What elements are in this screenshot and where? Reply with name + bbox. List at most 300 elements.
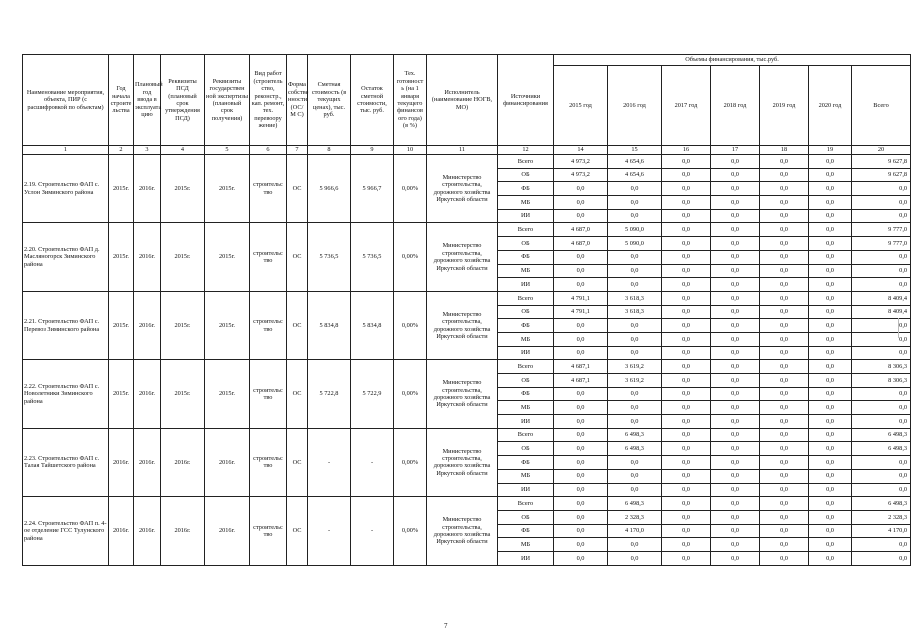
value-year: 0,0 — [711, 442, 760, 456]
psd-date: 2016г. — [161, 428, 205, 496]
funding-source: ОБ — [498, 510, 554, 524]
value-year: 0,0 — [711, 401, 760, 415]
value-year: 0,0 — [554, 387, 608, 401]
value-year: 0,0 — [760, 497, 809, 511]
commission-year: 2016г. — [134, 223, 161, 291]
value-year: 4 973,2 — [554, 168, 608, 182]
value-year: 0,0 — [809, 510, 852, 524]
value-year: 0,0 — [662, 483, 711, 497]
header-ownership: Форма собстве нности (ОС/М С) — [287, 55, 308, 146]
header-year-2018: 2018 год — [711, 66, 760, 146]
value-year: 0,0 — [608, 278, 662, 292]
column-number: 1 — [23, 146, 109, 155]
value-year: 0,0 — [760, 291, 809, 305]
value-year: 0,0 — [809, 237, 852, 251]
value-total: 8 306,3 — [852, 360, 911, 374]
work-type: строительс тво — [250, 291, 287, 359]
value-year: 0,0 — [760, 510, 809, 524]
value-year: 0,0 — [662, 168, 711, 182]
value-year: 0,0 — [662, 469, 711, 483]
funding-source: ФБ — [498, 319, 554, 333]
funding-source: Всего — [498, 360, 554, 374]
value-year: 0,0 — [711, 223, 760, 237]
value-year: 0,0 — [554, 497, 608, 511]
value-year: 0,0 — [662, 264, 711, 278]
value-year: 4 791,1 — [554, 291, 608, 305]
value-year: 0,0 — [711, 524, 760, 538]
value-year: 0,0 — [608, 551, 662, 565]
value-year: 0,0 — [760, 524, 809, 538]
value-year: 0,0 — [760, 319, 809, 333]
value-year: 0,0 — [662, 346, 711, 360]
commission-year: 2016г. — [134, 428, 161, 496]
value-year: 0,0 — [809, 305, 852, 319]
funding-source: ОБ — [498, 168, 554, 182]
column-number: 3 — [134, 146, 161, 155]
ownership: ОС — [287, 223, 308, 291]
column-number: 16 — [662, 146, 711, 155]
value-total: 9 627,8 — [852, 155, 911, 169]
value-year: 0,0 — [662, 387, 711, 401]
table-row — [23, 497, 911, 511]
value-year: 0,0 — [662, 155, 711, 169]
value-year: 0,0 — [809, 415, 852, 429]
value-year: 0,0 — [554, 401, 608, 415]
estimated-cost: 5 966,6 — [308, 155, 351, 223]
value-year: 0,0 — [608, 456, 662, 470]
value-year: 0,0 — [809, 291, 852, 305]
value-year: 4 654,6 — [608, 155, 662, 169]
value-year: 2 328,3 — [608, 510, 662, 524]
value-year: 0,0 — [760, 332, 809, 346]
expertise-date: 2015г. — [205, 360, 250, 428]
value-year: 0,0 — [662, 223, 711, 237]
executor: Министерство строительства, дорожного хозяйства Иркутской области — [427, 155, 498, 223]
table-header — [23, 55, 911, 155]
funding-source: ФБ — [498, 250, 554, 264]
value-year: 0,0 — [809, 360, 852, 374]
value-year: 0,0 — [711, 346, 760, 360]
value-total: 9 627,8 — [852, 168, 911, 182]
value-year: 0,0 — [711, 278, 760, 292]
value-year: 0,0 — [760, 278, 809, 292]
value-year: 0,0 — [809, 374, 852, 388]
value-year: 0,0 — [554, 483, 608, 497]
object-name: 2.24. Строительство ФАП п. 4-ое отделение ГСС Тулунского района — [23, 497, 109, 565]
remaining-cost: 5 834,8 — [351, 291, 394, 359]
expertise-date: 2016г. — [205, 497, 250, 565]
work-type: строительс тво — [250, 155, 287, 223]
value-year: 0,0 — [760, 155, 809, 169]
value-year: 6 498,3 — [608, 497, 662, 511]
table-row — [23, 291, 911, 305]
start-year: 2015г. — [109, 360, 134, 428]
value-year: 0,0 — [809, 196, 852, 210]
value-year: 0,0 — [554, 524, 608, 538]
header-year-2017: 2017 год — [662, 66, 711, 146]
value-year: 0,0 — [809, 401, 852, 415]
expertise-date: 2015г. — [205, 291, 250, 359]
value-year: 0,0 — [760, 237, 809, 251]
value-year: 0,0 — [711, 291, 760, 305]
value-year: 0,0 — [760, 250, 809, 264]
value-total: 0,0 — [852, 415, 911, 429]
value-year: 0,0 — [711, 456, 760, 470]
value-year: 0,0 — [554, 538, 608, 552]
column-number: 9 — [351, 146, 394, 155]
value-total: 0,0 — [852, 182, 911, 196]
column-number: 8 — [308, 146, 351, 155]
value-year: 0,0 — [711, 387, 760, 401]
column-number: 11 — [427, 146, 498, 155]
value-total: 0,0 — [852, 387, 911, 401]
value-year: 0,0 — [711, 237, 760, 251]
readiness: 0,00% — [394, 223, 427, 291]
value-year: 0,0 — [554, 551, 608, 565]
value-year: 0,0 — [608, 209, 662, 223]
value-year: 0,0 — [608, 401, 662, 415]
value-year: 0,0 — [809, 223, 852, 237]
value-year: 0,0 — [760, 469, 809, 483]
value-year: 0,0 — [809, 264, 852, 278]
value-year: 0,0 — [608, 387, 662, 401]
value-year: 0,0 — [760, 360, 809, 374]
value-total: 8 409,4 — [852, 291, 911, 305]
value-year: 0,0 — [760, 415, 809, 429]
start-year: 2015г. — [109, 291, 134, 359]
value-year: 4 687,0 — [554, 223, 608, 237]
psd-date: 2015г. — [161, 155, 205, 223]
remaining-cost: 5 966,7 — [351, 155, 394, 223]
value-year: 4 687,1 — [554, 374, 608, 388]
header-readiness: Тех. готовност ь (на 1 января текущего финансов ого года) (в %) — [394, 55, 427, 146]
value-year: 0,0 — [711, 538, 760, 552]
work-type: строительс тво — [250, 497, 287, 565]
value-year: 0,0 — [662, 237, 711, 251]
funding-source: ИИ — [498, 278, 554, 292]
start-year: 2015г. — [109, 155, 134, 223]
value-year: 0,0 — [554, 415, 608, 429]
remaining-cost: - — [351, 428, 394, 496]
value-year: 0,0 — [662, 196, 711, 210]
header-name: Наименование мероприятия, объекта, ПИР (с расшифровкой по объектам) — [23, 55, 109, 146]
value-total: 0,0 — [852, 250, 911, 264]
value-year: 0,0 — [760, 456, 809, 470]
value-year: 6 498,3 — [608, 442, 662, 456]
value-total: 0,0 — [852, 196, 911, 210]
psd-date: 2015г. — [161, 223, 205, 291]
value-total: 8 306,3 — [852, 374, 911, 388]
table-row — [23, 155, 911, 169]
value-total: 0,0 — [852, 483, 911, 497]
value-year: 0,0 — [760, 428, 809, 442]
value-year: 0,0 — [554, 319, 608, 333]
funding-source: МБ — [498, 264, 554, 278]
value-year: 0,0 — [554, 182, 608, 196]
object-name: 2.19. Строительство ФАП с. Услон Зиминского района — [23, 155, 109, 223]
value-year: 0,0 — [760, 209, 809, 223]
value-year: 0,0 — [554, 456, 608, 470]
object-name: 2.20. Строительство ФАП д. Масляногорск Зиминского района — [23, 223, 109, 291]
value-total: 0,0 — [852, 332, 911, 346]
value-year: 0,0 — [809, 538, 852, 552]
value-total: 8 409,4 — [852, 305, 911, 319]
header-year-2016: 2016 год — [608, 66, 662, 146]
value-year: 0,0 — [662, 524, 711, 538]
value-year: 0,0 — [608, 332, 662, 346]
value-year: 0,0 — [554, 510, 608, 524]
executor: Министерство строительства, дорожного хозяйства Иркутской области — [427, 497, 498, 565]
column-number: 12 — [498, 146, 554, 155]
value-year: 0,0 — [608, 196, 662, 210]
column-number: 10 — [394, 146, 427, 155]
value-total: 6 498,3 — [852, 428, 911, 442]
value-year: 0,0 — [760, 182, 809, 196]
column-number: 5 — [205, 146, 250, 155]
funding-source: МБ — [498, 332, 554, 346]
value-year: 0,0 — [711, 209, 760, 223]
funding-source: ИИ — [498, 551, 554, 565]
value-year: 0,0 — [554, 428, 608, 442]
value-year: 0,0 — [662, 209, 711, 223]
value-total: 0,0 — [852, 456, 911, 470]
expertise-date: 2015г. — [205, 155, 250, 223]
value-year: 0,0 — [608, 483, 662, 497]
value-year: 0,0 — [711, 483, 760, 497]
value-year: 0,0 — [662, 415, 711, 429]
financing-table — [22, 54, 911, 566]
funding-source: Всего — [498, 497, 554, 511]
value-year: 0,0 — [662, 401, 711, 415]
ownership: ОС — [287, 155, 308, 223]
header-expertise: Реквизиты государствен ной экспертизы (плановый срок получения) — [205, 55, 250, 146]
value-year: 0,0 — [662, 538, 711, 552]
value-year: 0,0 — [809, 209, 852, 223]
value-year: 0,0 — [554, 346, 608, 360]
funding-source: ИИ — [498, 415, 554, 429]
ownership: ОС — [287, 360, 308, 428]
value-year: 0,0 — [711, 360, 760, 374]
value-year: 0,0 — [760, 196, 809, 210]
value-total: 0,0 — [852, 469, 911, 483]
value-year: 0,0 — [554, 196, 608, 210]
funding-source: ФБ — [498, 456, 554, 470]
value-year: 0,0 — [554, 264, 608, 278]
value-year: 4 791,1 — [554, 305, 608, 319]
column-number: 14 — [554, 146, 608, 155]
value-year: 0,0 — [809, 483, 852, 497]
value-year: 0,0 — [608, 346, 662, 360]
psd-date: 2016г. — [161, 497, 205, 565]
value-year: 4 654,6 — [608, 168, 662, 182]
value-year: 0,0 — [809, 551, 852, 565]
value-year: 0,0 — [760, 305, 809, 319]
readiness: 0,00% — [394, 360, 427, 428]
value-year: 0,0 — [760, 551, 809, 565]
column-number: 18 — [760, 146, 809, 155]
value-year: 0,0 — [662, 360, 711, 374]
expertise-date: 2016г. — [205, 428, 250, 496]
funding-source: ИИ — [498, 483, 554, 497]
value-year: 0,0 — [608, 250, 662, 264]
funding-source: ИИ — [498, 209, 554, 223]
value-year: 0,0 — [554, 442, 608, 456]
psd-date: 2015г. — [161, 360, 205, 428]
value-year: 0,0 — [711, 469, 760, 483]
start-year: 2016г. — [109, 497, 134, 565]
header-year-2019: 2019 год — [760, 66, 809, 146]
value-year: 5 090,0 — [608, 237, 662, 251]
value-year: 0,0 — [760, 442, 809, 456]
executor: Министерство строительства, дорожного хозяйства Иркутской области — [427, 223, 498, 291]
funding-source: МБ — [498, 401, 554, 415]
value-total: 0,0 — [852, 209, 911, 223]
ownership: ОС — [287, 497, 308, 565]
start-year: 2016г. — [109, 428, 134, 496]
value-year: 0,0 — [662, 319, 711, 333]
funding-source: ФБ — [498, 387, 554, 401]
value-year: 0,0 — [809, 497, 852, 511]
column-number: 19 — [809, 146, 852, 155]
remaining-cost: - — [351, 497, 394, 565]
value-year: 0,0 — [608, 319, 662, 333]
header-work-type: Вид работ (строитель ство, реконстр., кап. ремонт, тех. перевоору жение) — [250, 55, 287, 146]
header-start-year: Год начала строите льства — [109, 55, 134, 146]
commission-year: 2016г. — [134, 155, 161, 223]
value-year: 0,0 — [760, 538, 809, 552]
value-year: 0,0 — [662, 332, 711, 346]
value-year: 0,0 — [662, 456, 711, 470]
expertise-date: 2015г. — [205, 223, 250, 291]
value-year: 0,0 — [662, 442, 711, 456]
column-number: 6 — [250, 146, 287, 155]
margin-mark — [898, 318, 899, 338]
header-commission-year: Плановый год ввода в эксплуата цию — [134, 55, 161, 146]
value-year: 4 687,1 — [554, 360, 608, 374]
object-name: 2.21. Строительство ФАП с. Перевоз Зиминского района — [23, 291, 109, 359]
value-year: 0,0 — [760, 387, 809, 401]
value-year: 0,0 — [554, 250, 608, 264]
value-year: 0,0 — [711, 182, 760, 196]
estimated-cost: - — [308, 428, 351, 496]
value-year: 0,0 — [711, 319, 760, 333]
value-year: 0,0 — [608, 182, 662, 196]
start-year: 2015г. — [109, 223, 134, 291]
value-year: 0,0 — [760, 346, 809, 360]
column-number: 20 — [852, 146, 911, 155]
value-year: 5 090,0 — [608, 223, 662, 237]
value-total: 0,0 — [852, 346, 911, 360]
value-year: 0,0 — [760, 223, 809, 237]
table-row — [23, 428, 911, 442]
funding-source: Всего — [498, 291, 554, 305]
funding-source: ОБ — [498, 305, 554, 319]
header-year-2015: 2015 год — [554, 66, 608, 146]
value-year: 0,0 — [809, 346, 852, 360]
funding-source: ОБ — [498, 237, 554, 251]
value-total: 0,0 — [852, 278, 911, 292]
remaining-cost: 5 736,5 — [351, 223, 394, 291]
value-year: 0,0 — [662, 428, 711, 442]
funding-source: Всего — [498, 428, 554, 442]
value-total: 4 170,0 — [852, 524, 911, 538]
value-year: 0,0 — [809, 319, 852, 333]
value-year: 0,0 — [711, 497, 760, 511]
funding-source: МБ — [498, 469, 554, 483]
value-year: 0,0 — [809, 387, 852, 401]
readiness: 0,00% — [394, 291, 427, 359]
column-number: 2 — [109, 146, 134, 155]
value-year: 0,0 — [711, 264, 760, 278]
value-year: 0,0 — [760, 483, 809, 497]
value-total: 0,0 — [852, 264, 911, 278]
value-year: 0,0 — [711, 428, 760, 442]
value-total: 0,0 — [852, 319, 911, 333]
value-year: 0,0 — [711, 332, 760, 346]
value-year: 0,0 — [554, 332, 608, 346]
value-year: 0,0 — [608, 538, 662, 552]
value-year: 0,0 — [711, 196, 760, 210]
value-total: 6 498,3 — [852, 497, 911, 511]
value-total: 9 777,0 — [852, 223, 911, 237]
value-total: 0,0 — [852, 538, 911, 552]
header-volumes: Объемы финансирования, тыс.руб. — [554, 55, 911, 66]
commission-year: 2016г. — [134, 497, 161, 565]
value-year: 0,0 — [662, 182, 711, 196]
value-year: 0,0 — [662, 250, 711, 264]
ownership: ОС — [287, 428, 308, 496]
estimated-cost: 5 722,8 — [308, 360, 351, 428]
funding-source: ФБ — [498, 182, 554, 196]
document-sheet — [22, 54, 911, 566]
estimated-cost: - — [308, 497, 351, 565]
page-number: 7 — [444, 622, 448, 630]
value-year: 0,0 — [809, 428, 852, 442]
executor: Министерство строительства, дорожного хозяйства Иркутской области — [427, 360, 498, 428]
value-total: 2 328,3 — [852, 510, 911, 524]
value-year: 0,0 — [711, 305, 760, 319]
work-type: строительс тво — [250, 223, 287, 291]
value-year: 0,0 — [760, 168, 809, 182]
value-year: 0,0 — [662, 510, 711, 524]
value-year: 0,0 — [809, 469, 852, 483]
header-executor: Исполнитель (наименование НОГВ, МО) — [427, 55, 498, 146]
executor: Министерство строительства, дорожного хозяйства Иркутской области — [427, 428, 498, 496]
value-year: 0,0 — [809, 442, 852, 456]
funding-source: Всего — [498, 155, 554, 169]
column-number: 4 — [161, 146, 205, 155]
commission-year: 2016г. — [134, 291, 161, 359]
header-remaining-cost: Остаток сметной стоимости, тыс. руб. — [351, 55, 394, 146]
value-year: 3 618,3 — [608, 305, 662, 319]
funding-source: МБ — [498, 196, 554, 210]
value-year: 0,0 — [711, 250, 760, 264]
value-year: 0,0 — [711, 155, 760, 169]
value-year: 0,0 — [554, 209, 608, 223]
value-year: 0,0 — [608, 469, 662, 483]
value-year: 4 170,0 — [608, 524, 662, 538]
object-name: 2.22. Строительство ФАП с. Новолетники Зиминского района — [23, 360, 109, 428]
value-year: 0,0 — [662, 305, 711, 319]
readiness: 0,00% — [394, 428, 427, 496]
value-year: 3 619,2 — [608, 374, 662, 388]
column-number: 17 — [711, 146, 760, 155]
value-year: 0,0 — [554, 469, 608, 483]
value-total: 0,0 — [852, 551, 911, 565]
column-number: 15 — [608, 146, 662, 155]
remaining-cost: 5 722,9 — [351, 360, 394, 428]
value-year: 0,0 — [809, 182, 852, 196]
